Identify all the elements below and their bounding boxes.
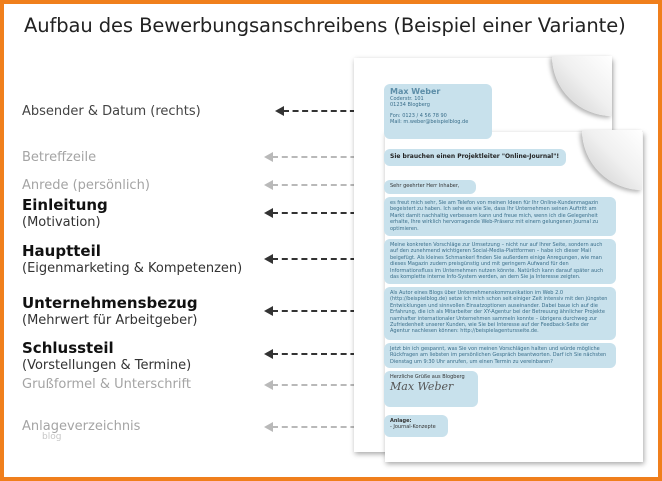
label-hauptteil [22,242,242,277]
letter-intro-box [384,197,616,236]
letter-closing: Jetzt bin ich gespannt, was Sie von meinen Vorschlägen halten und würde mögliche Rückfragen am liebsten im persönlichen Gespräch beantworten. Darf ich Sie nächsten Dienstag um 9:30 Uhr anrufen, um einen Termin zu vereinbaren? [390,346,607,365]
letter-greeting: Herzliche Grüße aus Blogberg [390,374,465,380]
label-unternehmensbezug-head: Unternehmensbezug [22,294,198,312]
letter-salutation-box [384,180,476,194]
label-anlage: Anlageverzeichnis [22,419,141,434]
sender-phone: Fon: 0123 / 4 56 78 90 [390,112,447,119]
label-hauptteil-head: Hauptteil [22,242,101,260]
letter-subject: Sie brauchen einen Projektleiter "Online-Journal"! [390,153,560,160]
letter-closing-box [384,343,616,368]
letter-sender-box [384,84,492,139]
letter-salutation: Sehr geehrter Herr Inhaber, [390,183,460,189]
label-einleitung-head: Einleitung [22,196,108,214]
letter-greeting-box [384,371,478,407]
label-betreff: Betreffzeile [22,150,97,165]
label-anrede: Anrede (persönlich) [22,178,150,193]
letter-attachment-title: Anlage: [390,418,412,424]
sender-city: 01234 Blogberg [390,102,430,109]
label-unternehmensbezug-sub: (Mehrwert für Arbeitgeber) [22,313,198,328]
label-einleitung [22,196,108,231]
label-absender: Absender & Datum (rechts) [22,104,201,119]
sender-name: Max Weber [390,87,441,96]
label-schlussteil-head: Schlussteil [22,339,114,357]
sender-street: Coderstr. 101 [390,96,424,102]
letter-signature: Max Weber [390,380,454,394]
label-schlussteil [22,339,191,374]
label-schlussteil-sub: (Vorstellungen & Termine) [22,358,192,373]
watermark: blog [42,432,62,442]
label-unternehmensbezug [22,294,198,329]
letter-main: Meine konkreten Vorschläge zur Umsetzung – nicht nur auf Ihrer Seite, sondern auch auf den zunehmend wichtigeren Social-Media-Plattformen – habe ich dieser Mail beigefügt. Als kleines Schmankerl finden Sie außerdem einige Anregungen, wie man dieses Magazin zudem preisgünstig und mit geringem Aufwand für den Informationsfluss im Unternehmen nutzen könnte. Natürlich kann darauf später auch das komplette interne Info-System werden, an dem Sie ja Interesse zeigten. [390,242,604,281]
letter-main-box [384,239,616,284]
label-einleitung-sub: (Motivation) [22,215,101,230]
letter-intro: es freut mich sehr, Sie am Telefon von meinen Ideen für Ihr Online-Kundenmagazin begeistert zu haben. Ich sehe es wie Sie, dass Ihr Unternehmen seinen Auftritt am Markt damit nachhaltig verbessern kann und freue mich, wenn ich die Gelegenheit erhalte, Ihre wirklich hervorragende Web-Präsenz mit einem gelungenen Journal zu optimieren. [390,200,599,232]
letter-attachment-box [384,415,448,437]
letter-attachment-item: - Journal-Konzepte [390,424,436,431]
diagram-title: Aufbau des Bewerbungsanschreibens (Beispiel einer Variante) [24,14,626,37]
letter-company-box [384,287,616,340]
label-hauptteil-sub: (Eigenmarketing & Kompetenzen) [22,261,243,276]
letter-company: Als Autor eines Blogs über Unternehmenskommunikation im Web 2.0 (http://beispielblog.de) setze ich mich schon seit einiger Zeit intensiv mit den jüngsten Entwicklungen und sinnvollen Einsatzoptionen auseinander. Dabei baue ich auf die Erfahrung, die ich als Mitarbeiter der XY-Agentur bei der Betreuung ähnlicher Projekte namhafter internationaler Unternehmen sammeln konnte – übrigens durchweg zur Zufriedenheit unserer Kunden, wie Sie bei Interesse auf der Feedback-Seite der Agentur nachlesen können: http://beispielagentursseite.de. [390,290,608,335]
letter-subject-box [384,149,566,166]
label-grussformel: Grußformel & Unterschrift [22,377,191,392]
sender-mail: Mail: m.weber@beispielblog.de [390,119,469,126]
